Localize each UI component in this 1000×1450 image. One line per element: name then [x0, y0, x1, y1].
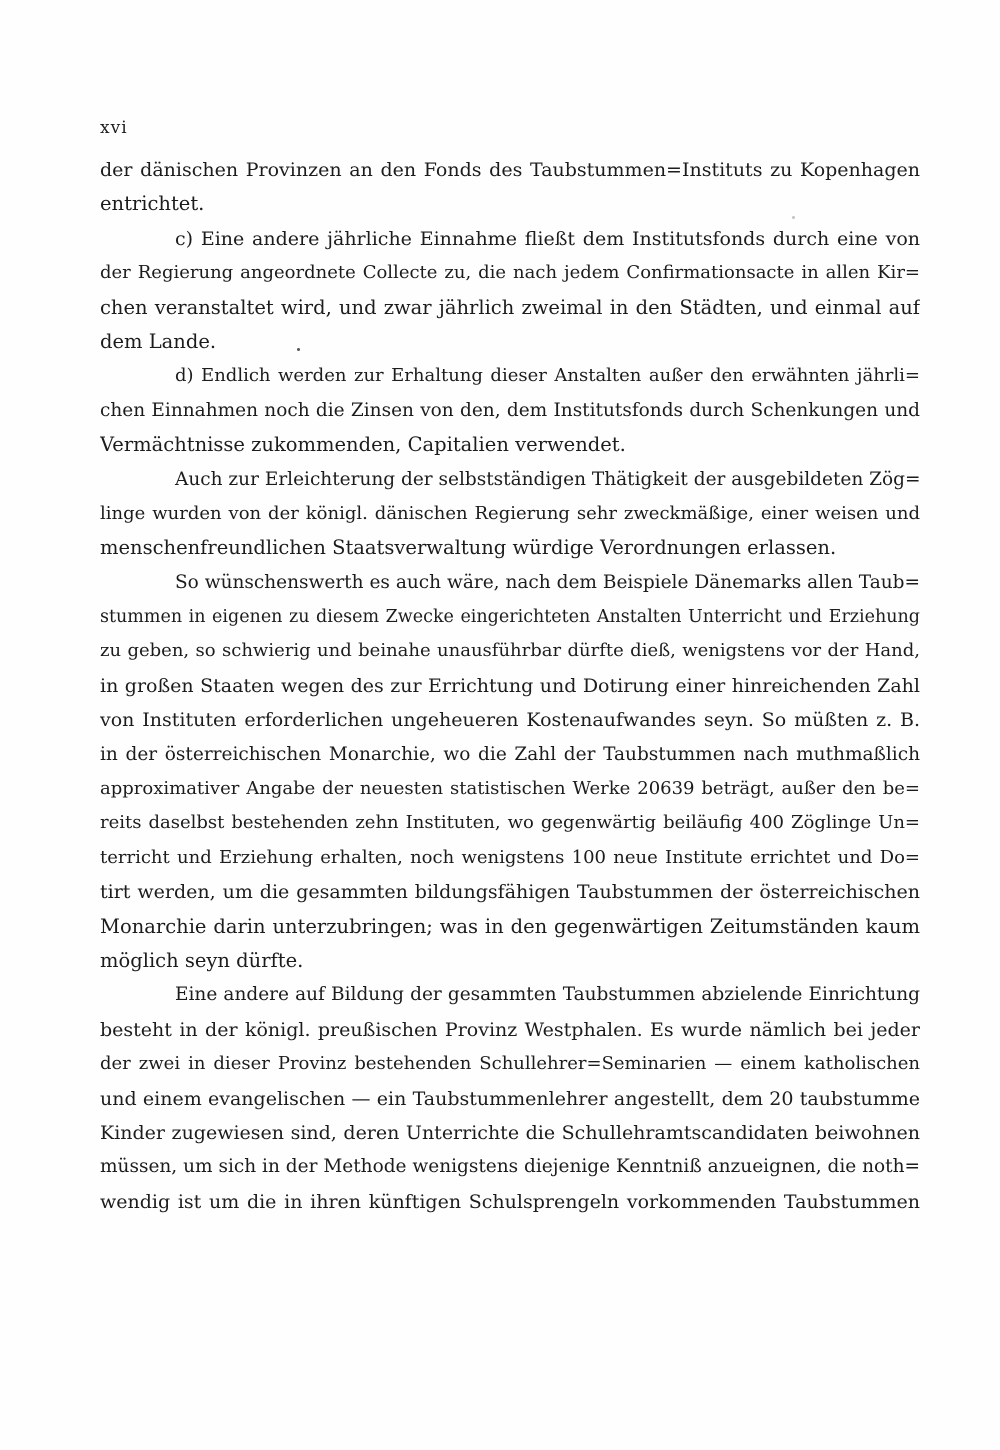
- text-line: reits daselbst bestehenden zehn Instituten, wo gegenwärtig beiläufig 400 Zöglinge Un=: [100, 812, 920, 834]
- text-line: wendig ist um die in ihren künftigen Schulsprengeln vorkommenden Taubstummen: [100, 1190, 920, 1213]
- text-line: möglich seyn dürfte.: [100, 948, 304, 972]
- text-line: Vermächtnisse zukommenden, Capitalien verwendet.: [100, 433, 626, 457]
- text-line: terricht und Erziehung erhalten, noch wenigstens 100 neue Institute errichtet und Do=: [100, 846, 920, 868]
- text-line: in der österreichischen Monarchie, wo die Zahl der Taubstummen nach muthmaßlich: [100, 743, 920, 765]
- print-speck: [792, 216, 795, 219]
- text-line: der Regierung angeordnete Collecte zu, die nach jedem Confirmationsacte in allen Kir=: [100, 262, 920, 284]
- text-line: stummen in eigenen zu diesem Zwecke eingerichteten Anstalten Unterricht und Erziehung: [100, 607, 920, 628]
- text-line: Monarchie darin unterzubringen; was in den gegenwärtigen Zeitumständen kaum: [100, 914, 920, 938]
- text-line: c) Eine andere jährliche Einnahme fließt dem Institutsfonds durch eine von: [175, 227, 920, 250]
- text-line: der zwei in dieser Provinz bestehenden Schullehrer=Seminarien — einem katholischen: [100, 1053, 920, 1075]
- text-line: der dänischen Provinzen an den Fonds des Taubstummen=Instituts zu Kopenhagen: [100, 159, 920, 181]
- text-line: von Instituten erforderlichen ungeheueren Kostenaufwandes seyn. So müßten z. B.: [100, 709, 920, 732]
- text-line: in großen Staaten wegen des zur Errichtung und Dotirung einer hinreichenden Zahl: [100, 674, 920, 697]
- text-line: entrichtet.: [100, 192, 205, 216]
- text-line: Eine andere auf Bildung der gesammten Taubstummen abzielende Einrichtung: [175, 984, 920, 1006]
- text-line: müssen, um sich in der Methode wenigstens diejenige Kenntniß anzueignen, die noth=: [100, 1156, 920, 1178]
- text-line: Kinder zugewiesen sind, deren Unterrichte die Schullehramtscandidaten beiwohnen: [100, 1121, 920, 1144]
- print-speck: [297, 348, 300, 351]
- text-line: tirt werden, um die gesammten bildungsfähigen Taubstummen der österreichischen: [100, 881, 920, 904]
- text-line: zu geben, so schwierig und beinahe unausführbar dürfte dieß, wenigstens vor der Hand,: [100, 640, 920, 662]
- text-line: Auch zur Erleichterung der selbstständigen Thätigkeit der ausgebildeten Zög=: [175, 468, 920, 490]
- text-line: chen veranstaltet wird, und zwar jährlich zweimal in den Städten, und einmal auf: [100, 295, 920, 319]
- text-line: approximativer Angabe der neuesten statistischen Werke 20639 beträgt, außer den be=: [100, 778, 920, 800]
- text-line: So wünschenswerth es auch wäre, nach dem Beispiele Dänemarks allen Taub=: [175, 571, 920, 593]
- text-line: d) Endlich werden zur Erhaltung dieser Anstalten außer den erwähnten jährli=: [175, 365, 920, 387]
- text-line: chen Einnahmen noch die Zinsen von den, dem Institutsfonds durch Schenkungen und: [100, 399, 920, 421]
- text-line: dem Lande.: [100, 329, 217, 353]
- page-number: xvi: [100, 118, 128, 138]
- text-line: menschenfreundlichen Staatsverwaltung würdige Verordnungen erlassen.: [100, 536, 837, 560]
- body-text: [100, 153, 920, 1219]
- text-line: und einem evangelischen — ein Taubstummenlehrer angestellt, dem 20 taubstumme: [100, 1087, 920, 1110]
- text-line: linge wurden von der königl. dänischen Regierung sehr zweckmäßige, einer weisen und: [100, 502, 920, 524]
- text-line: besteht in der königl. preußischen Provinz Westphalen. Es wurde nämlich bei jeder: [100, 1018, 920, 1041]
